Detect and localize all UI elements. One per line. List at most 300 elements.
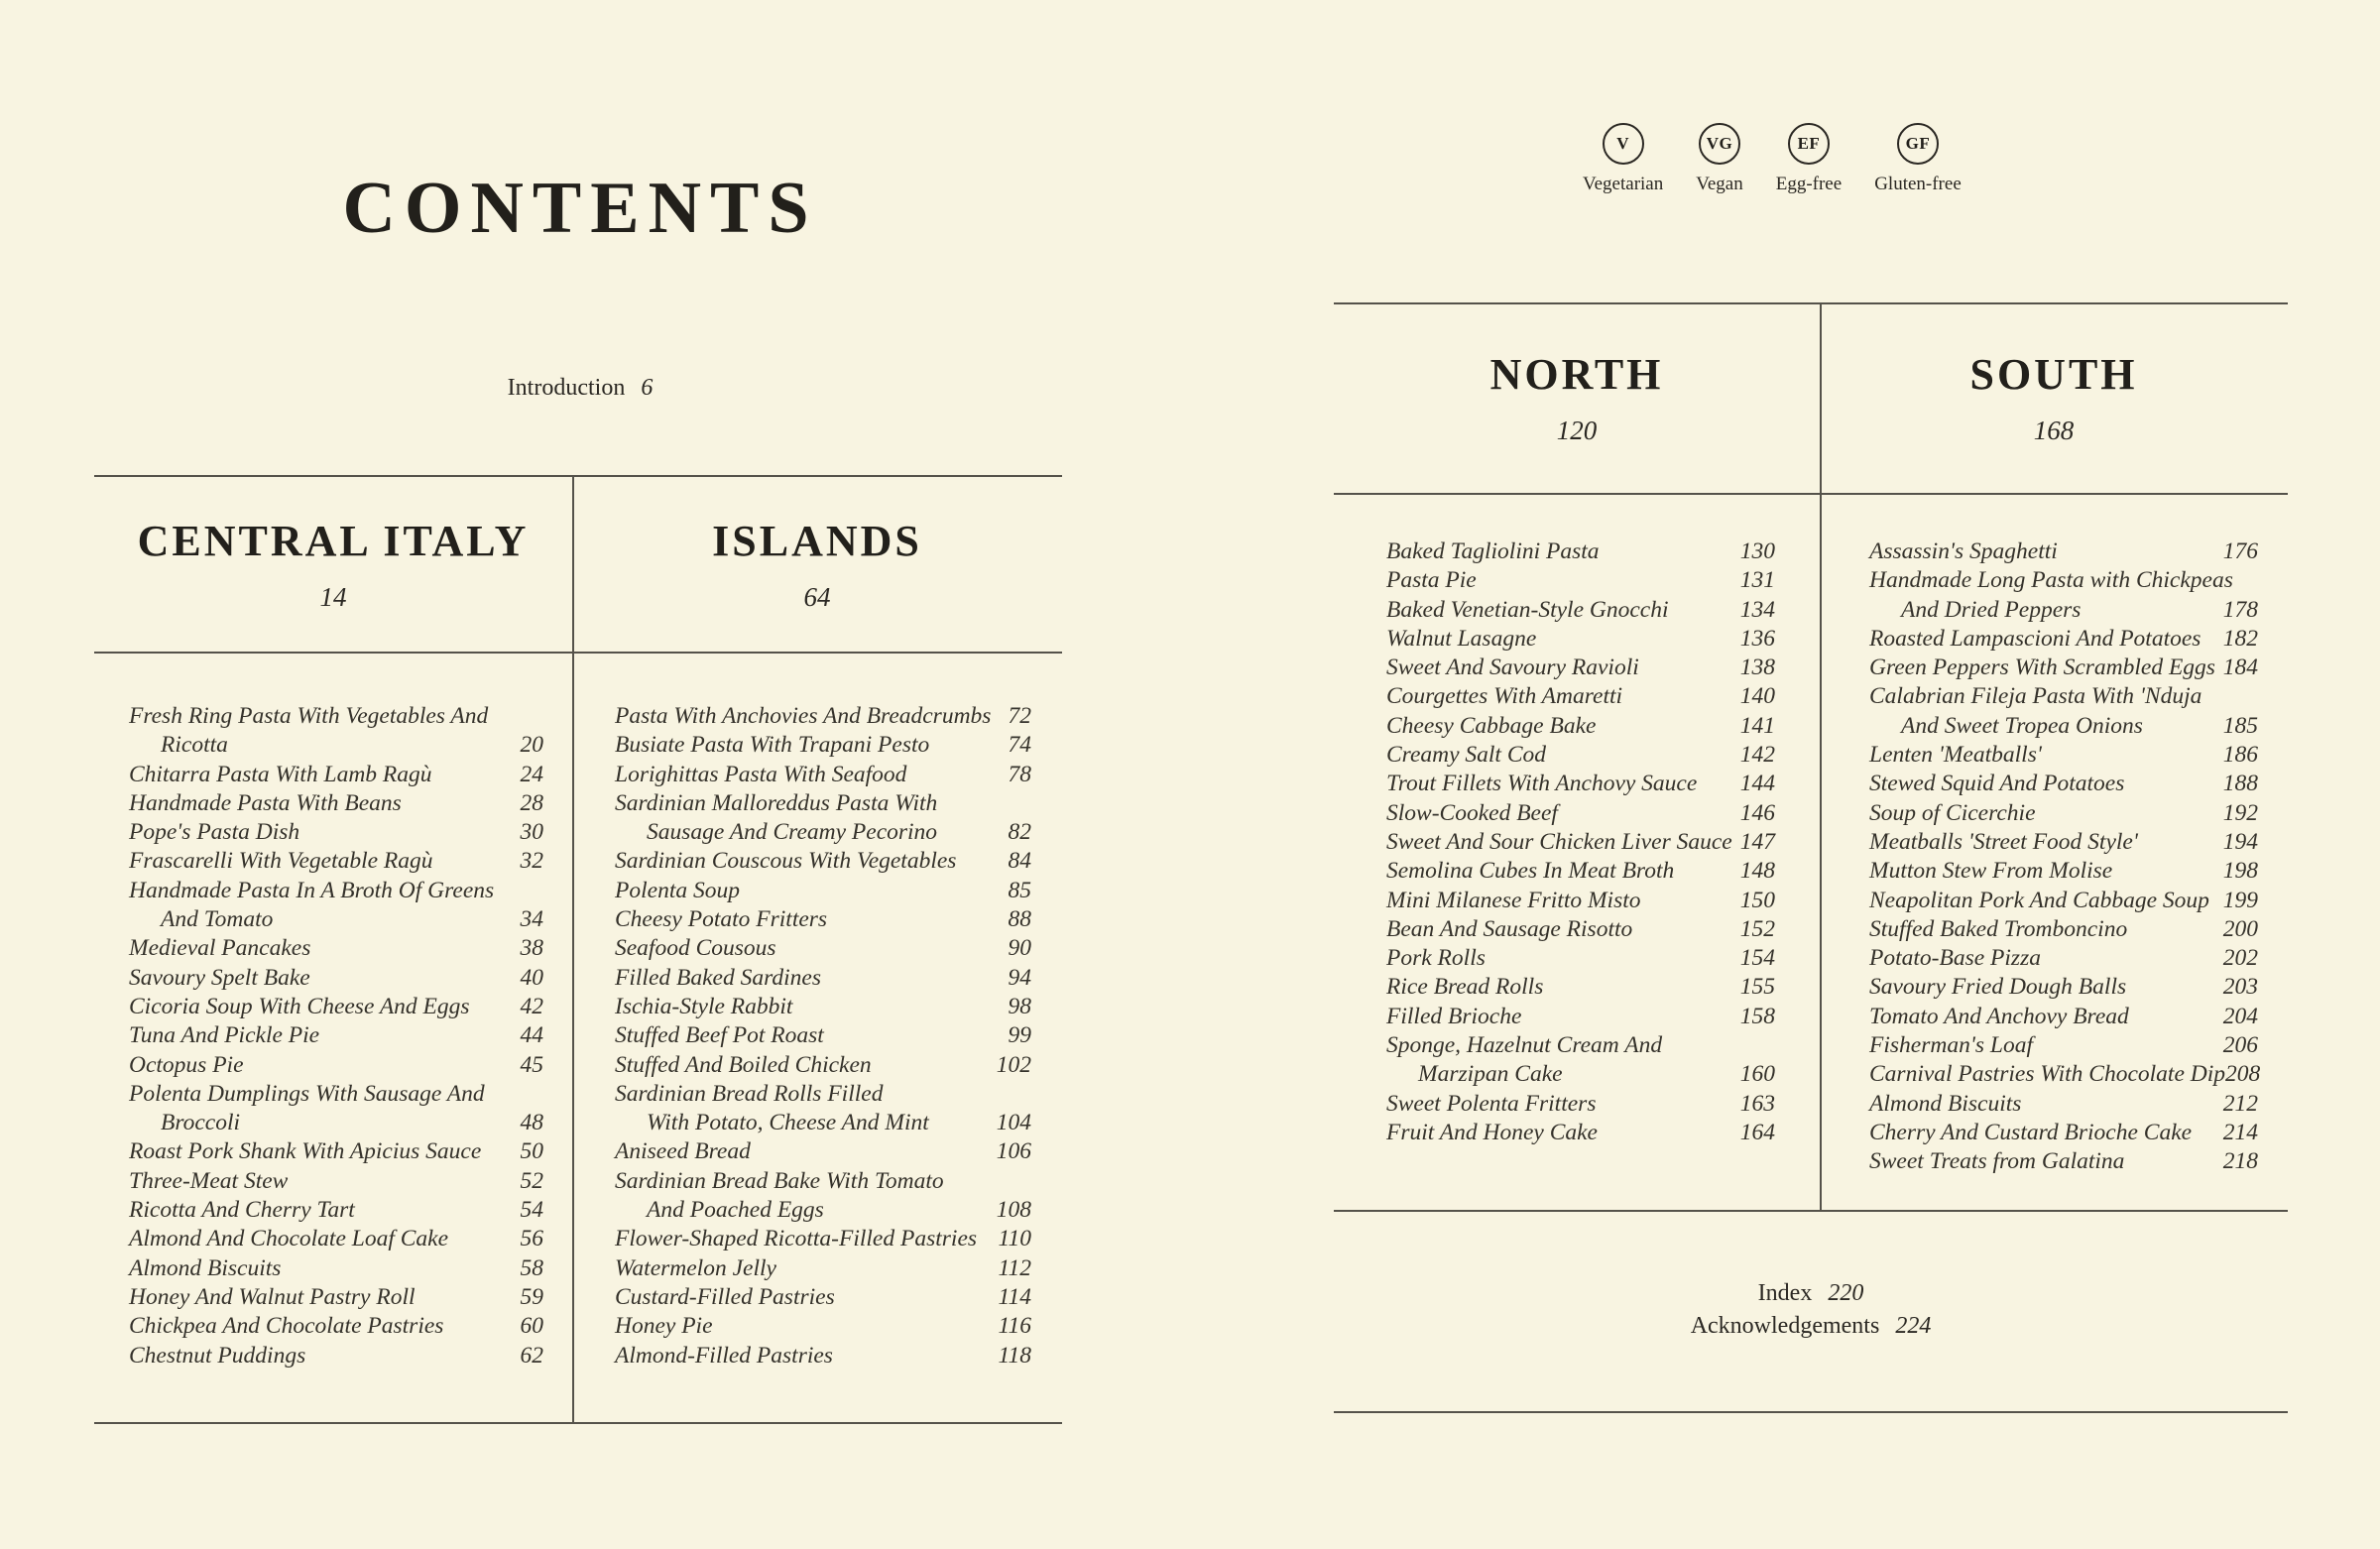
toc-item-title: Sweet Polenta Fritters — [1386, 1090, 1597, 1117]
toc-list-central-italy — [129, 702, 543, 1370]
toc-item — [1869, 1003, 2258, 1031]
toc-item — [1869, 625, 2258, 654]
toc-item-title: Seafood Cousous — [615, 935, 776, 962]
toc-item-title: Frascarelli With Vegetable Ragù — [129, 848, 433, 875]
toc-item — [615, 964, 1031, 993]
toc-item — [129, 877, 543, 905]
legend-label: Gluten-free — [1874, 174, 1962, 194]
toc-item-page-number: 30 — [520, 819, 543, 846]
toc-item — [615, 731, 1031, 760]
legend-label: Vegetarian — [1583, 174, 1664, 194]
toc-item-page-number: 158 — [1739, 1003, 1775, 1029]
toc-item-page-number: 62 — [520, 1342, 543, 1369]
toc-item-title: Creamy Salt Cod — [1386, 742, 1547, 769]
toc-item-page-number: 44 — [520, 1022, 543, 1049]
toc-item — [1386, 712, 1775, 741]
toc-item — [129, 789, 543, 818]
toc-item — [1869, 1147, 2258, 1176]
introduction-label: Introduction — [507, 375, 626, 401]
toc-item-page-number: 206 — [2222, 1032, 2258, 1059]
section-title-north: NORTH — [1489, 350, 1664, 399]
toc-item-title: Lorighittas Pasta With Seafood — [615, 761, 907, 787]
toc-item — [1869, 828, 2258, 857]
toc-item-title: Marzipan Cake — [1418, 1061, 1563, 1088]
toc-item — [129, 818, 543, 847]
toc-item-page-number: 42 — [520, 993, 543, 1019]
toc-item-title: Medieval Pancakes — [129, 935, 311, 962]
toc-item-title: Trout Fillets With Anchovy Sauce — [1386, 771, 1698, 797]
right-table-bottom-rule — [1334, 1411, 2288, 1413]
toc-item-title: Meatballs 'Street Food Style' — [1869, 828, 2138, 855]
toc-item-title: Flower-Shaped Ricotta-Filled Pastries — [615, 1226, 978, 1252]
toc-item — [1386, 1119, 1775, 1147]
introduction-entry — [0, 375, 1160, 402]
toc-item-page-number: 186 — [2222, 742, 2258, 769]
toc-item-page-number: 140 — [1739, 683, 1775, 710]
toc-item-title: Filled Brioche — [1386, 1003, 1522, 1029]
toc-item — [1386, 596, 1775, 625]
toc-item-title: With Potato, Cheese And Mint — [647, 1110, 929, 1136]
toc-item — [1869, 682, 2258, 711]
toc-item-title: Roast Pork Shank With Apicius Sauce — [129, 1138, 482, 1165]
toc-item-title: Assassin's Spaghetti — [1869, 538, 2058, 564]
toc-item — [615, 1021, 1031, 1050]
toc-item — [1869, 654, 2258, 682]
toc-item — [1869, 770, 2258, 798]
toc-item-page-number: 142 — [1739, 742, 1775, 769]
toc-item-title: Almond-Filled Pastries — [615, 1342, 833, 1369]
toc-item-page-number: 114 — [998, 1283, 1031, 1310]
toc-item-page-number: 32 — [520, 848, 543, 875]
toc-item — [615, 1283, 1031, 1312]
toc-item — [1386, 566, 1775, 595]
legend-label: Egg-free — [1775, 174, 1843, 194]
toc-item — [1869, 537, 2258, 566]
legend-item-egg-free — [1776, 123, 1842, 195]
toc-item — [1869, 857, 2258, 886]
toc-item-title: Handmade Long Pasta with Chickpeas — [1869, 567, 2233, 594]
toc-item-title: Ischia-Style Rabbit — [615, 993, 793, 1019]
toc-item — [1869, 712, 2258, 741]
toc-item-title: Roasted Lampascioni And Potatoes — [1869, 625, 2202, 652]
toc-item-title: Stewed Squid And Potatoes — [1869, 771, 2125, 797]
toc-item-title: Mini Milanese Fritto Misto — [1386, 887, 1641, 913]
gf-badge-icon: GF — [1897, 123, 1939, 165]
toc-item-title: Sweet And Sour Chicken Liver Sauce — [1386, 828, 1732, 855]
toc-item-title: And Dried Peppers — [1901, 596, 2082, 623]
toc-item-page-number: 154 — [1739, 945, 1775, 972]
toc-item-title: Lenten 'Meatballs' — [1869, 742, 2042, 769]
toc-item-page-number: 82 — [1008, 819, 1031, 846]
toc-item-page-number: 99 — [1008, 1022, 1031, 1049]
toc-item — [1386, 1031, 1775, 1060]
toc-item — [1869, 1031, 2258, 1060]
toc-item — [1869, 973, 2258, 1002]
toc-item — [1386, 654, 1775, 682]
toc-item — [1869, 944, 2258, 973]
toc-item-page-number: 112 — [998, 1254, 1031, 1281]
toc-item — [615, 789, 1031, 818]
page-title: CONTENTS — [342, 168, 818, 249]
toc-item-title: Pasta With Anchovies And Breadcrumbs — [615, 703, 992, 729]
toc-item-page-number: 200 — [2222, 915, 2258, 942]
toc-item-page-number: 88 — [1008, 906, 1031, 933]
toc-item — [1869, 596, 2258, 625]
acknowledgements-page-number: 224 — [1895, 1313, 1932, 1339]
toc-item-page-number: 85 — [1008, 877, 1031, 903]
toc-item-page-number: 141 — [1739, 712, 1775, 739]
toc-item-page-number: 116 — [998, 1313, 1031, 1340]
toc-item-title: Fresh Ring Pasta With Vegetables And — [129, 703, 489, 729]
toc-item — [1386, 944, 1775, 973]
toc-item-page-number: 148 — [1739, 858, 1775, 885]
toc-item — [129, 1312, 543, 1341]
section-start-page-north: 120 — [1556, 416, 1598, 445]
toc-item — [615, 993, 1031, 1021]
toc-item-page-number: 203 — [2222, 974, 2258, 1001]
toc-item-page-number: 214 — [2222, 1119, 2258, 1145]
toc-item — [615, 1342, 1031, 1370]
toc-item-page-number: 185 — [2222, 712, 2258, 739]
toc-item-page-number: 40 — [520, 964, 543, 991]
toc-item-page-number: 48 — [520, 1110, 543, 1136]
toc-item-page-number: 198 — [2222, 858, 2258, 885]
toc-item-title: Honey Pie — [615, 1313, 713, 1340]
toc-item-title: Carnival Pastries With Chocolate Dip — [1869, 1061, 2226, 1088]
toc-item — [615, 905, 1031, 934]
toc-item-title: Custard-Filled Pastries — [615, 1283, 835, 1310]
section-title-central-italy: CENTRAL ITALY — [137, 517, 530, 565]
toc-item — [129, 1254, 543, 1283]
toc-item-title: Cicoria Soup With Cheese And Eggs — [129, 993, 470, 1019]
toc-item-title: Sardinian Bread Bake With Tomato — [615, 1167, 944, 1194]
acknowledgements-label: Acknowledgements — [1690, 1313, 1880, 1339]
toc-item-title: And Poached Eggs — [647, 1197, 824, 1224]
toc-item — [129, 847, 543, 876]
toc-item — [129, 731, 543, 760]
toc-item-page-number: 98 — [1008, 993, 1031, 1019]
left-table-header-rule — [94, 652, 1062, 654]
toc-item — [129, 1080, 543, 1109]
toc-item — [1386, 625, 1775, 654]
toc-item — [1386, 887, 1775, 915]
section-title-islands: ISLANDS — [712, 517, 922, 565]
toc-item-page-number: 38 — [520, 935, 543, 962]
toc-item — [1869, 741, 2258, 770]
section-start-page-central-italy: 14 — [319, 582, 347, 612]
toc-item-page-number: 146 — [1739, 799, 1775, 826]
toc-item-title: Sweet And Savoury Ravioli — [1386, 655, 1639, 681]
v-badge-icon: V — [1603, 123, 1644, 165]
index-entry — [1334, 1277, 2288, 1310]
toc-item-page-number: 59 — [520, 1283, 543, 1310]
toc-item-title: Sardinian Bread Rolls Filled — [615, 1080, 884, 1107]
toc-item-page-number: 136 — [1739, 625, 1775, 652]
legend-label: Vegan — [1696, 174, 1743, 194]
toc-item-title: Cherry And Custard Brioche Cake — [1869, 1119, 2193, 1145]
toc-item — [129, 1167, 543, 1196]
toc-item — [615, 1051, 1031, 1080]
toc-item-page-number: 131 — [1739, 567, 1775, 594]
section-header-south — [1820, 304, 2288, 491]
toc-item-page-number: 182 — [2222, 625, 2258, 652]
toc-item-page-number: 58 — [520, 1254, 543, 1281]
toc-item-title: Watermelon Jelly — [615, 1254, 776, 1281]
toc-item — [129, 761, 543, 789]
toc-list-islands — [615, 702, 1031, 1370]
toc-item-title: Polenta Dumplings With Sausage And — [129, 1080, 485, 1107]
toc-item — [1869, 887, 2258, 915]
toc-item-title: Calabrian Fileja Pasta With 'Nduja — [1869, 683, 2202, 710]
toc-item-page-number: 72 — [1008, 703, 1031, 729]
toc-item-title: Cheesy Potato Fritters — [615, 906, 828, 933]
toc-item-page-number: 78 — [1008, 761, 1031, 787]
toc-item-page-number: 102 — [996, 1051, 1031, 1078]
toc-item-page-number: 155 — [1739, 974, 1775, 1001]
toc-item-title: Aniseed Bread — [615, 1138, 751, 1165]
toc-item-page-number: 152 — [1739, 915, 1775, 942]
toc-item-page-number: 194 — [2222, 828, 2258, 855]
toc-item — [1386, 799, 1775, 828]
ef-badge-icon: EF — [1788, 123, 1830, 165]
toc-list-south — [1869, 537, 2261, 1177]
right-table-header-rule — [1334, 493, 2288, 495]
toc-item-page-number: 60 — [520, 1313, 543, 1340]
toc-item-title: Fruit And Honey Cake — [1386, 1119, 1598, 1145]
toc-item-page-number: 20 — [520, 732, 543, 759]
toc-item — [615, 1196, 1031, 1225]
toc-item-title: Baked Tagliolini Pasta — [1386, 538, 1600, 564]
toc-item-page-number: 74 — [1008, 732, 1031, 759]
toc-item — [1386, 973, 1775, 1002]
toc-item-title: And Tomato — [161, 906, 274, 933]
toc-item-page-number: 138 — [1739, 655, 1775, 681]
right-table-list-bottom-rule — [1334, 1210, 2288, 1212]
toc-item-page-number: 164 — [1739, 1119, 1775, 1145]
toc-item-page-number: 50 — [520, 1138, 543, 1165]
toc-item-page-number: 110 — [998, 1226, 1031, 1252]
introduction-page-number: 6 — [641, 375, 654, 401]
section-title-south: SOUTH — [1969, 350, 2138, 399]
toc-item-page-number: 130 — [1739, 538, 1775, 564]
toc-item — [1869, 1090, 2258, 1119]
toc-item — [129, 993, 543, 1021]
toc-item-title: Soup of Cicerchie — [1869, 799, 2036, 826]
toc-item-title: Cheesy Cabbage Bake — [1386, 712, 1597, 739]
toc-item — [1386, 1060, 1775, 1089]
toc-item-title: Stuffed Baked Tromboncino — [1869, 915, 2128, 942]
toc-item-page-number: 208 — [2225, 1061, 2261, 1088]
toc-item-title: Fisherman's Loaf — [1869, 1032, 2033, 1059]
toc-item-page-number: 184 — [2222, 655, 2258, 681]
toc-list-north — [1386, 537, 1775, 1147]
toc-item — [129, 1109, 543, 1137]
toc-item — [615, 877, 1031, 905]
toc-item — [615, 1254, 1031, 1283]
toc-item-page-number: 147 — [1739, 828, 1775, 855]
toc-item-page-number: 199 — [2222, 887, 2258, 913]
section-header-central-italy — [94, 477, 572, 652]
legend-item-gluten-free — [1874, 123, 1962, 195]
toc-item — [1869, 915, 2258, 944]
toc-item-title: Pasta Pie — [1386, 567, 1477, 594]
toc-item-page-number: 56 — [520, 1226, 543, 1252]
toc-item — [615, 761, 1031, 789]
toc-item-title: Sweet Treats from Galatina — [1869, 1148, 2125, 1175]
toc-item-title: Pope's Pasta Dish — [129, 819, 300, 846]
toc-item — [1386, 537, 1775, 566]
toc-item-title: Almond Biscuits — [1869, 1090, 2022, 1117]
toc-item-title: Courgettes With Amaretti — [1386, 683, 1623, 710]
toc-item-page-number: 134 — [1739, 596, 1775, 623]
index-page-number: 220 — [1828, 1280, 1864, 1306]
toc-item — [129, 934, 543, 963]
toc-item-title: Ricotta — [161, 732, 228, 759]
toc-item — [129, 1137, 543, 1166]
toc-item — [615, 1109, 1031, 1137]
toc-item-title: Green Peppers With Scrambled Eggs — [1869, 655, 2215, 681]
toc-item-page-number: 34 — [520, 906, 543, 933]
toc-item-title: Rice Bread Rolls — [1386, 974, 1544, 1001]
toc-item-page-number: 192 — [2222, 799, 2258, 826]
toc-item — [129, 1051, 543, 1080]
toc-item-page-number: 218 — [2222, 1148, 2258, 1175]
toc-item-title: Filled Baked Sardines — [615, 964, 821, 991]
toc-item — [1386, 682, 1775, 711]
toc-item-page-number: 28 — [520, 789, 543, 816]
toc-item — [129, 964, 543, 993]
toc-item-title: Savoury Fried Dough Balls — [1869, 974, 2127, 1001]
toc-item-page-number: 204 — [2222, 1003, 2258, 1029]
toc-item — [615, 1137, 1031, 1166]
toc-item-page-number: 94 — [1008, 964, 1031, 991]
toc-item-page-number: 144 — [1739, 771, 1775, 797]
toc-item-title: Sardinian Couscous With Vegetables — [615, 848, 957, 875]
toc-item-page-number: 52 — [520, 1167, 543, 1194]
toc-item-title: And Sweet Tropea Onions — [1901, 712, 2143, 739]
toc-item-page-number: 84 — [1008, 848, 1031, 875]
toc-item-page-number: 176 — [2222, 538, 2258, 564]
toc-item-page-number: 150 — [1739, 887, 1775, 913]
toc-item — [615, 1312, 1031, 1341]
section-start-page-islands: 64 — [803, 582, 831, 612]
toc-item-page-number: 108 — [996, 1197, 1031, 1224]
vg-badge-icon: VG — [1699, 123, 1740, 165]
toc-item — [1869, 799, 2258, 828]
toc-item-title: Stuffed Beef Pot Roast — [615, 1022, 824, 1049]
toc-item-page-number: 118 — [998, 1342, 1031, 1369]
toc-item — [1869, 1060, 2261, 1089]
toc-item-title: Almond Biscuits — [129, 1254, 282, 1281]
toc-item-title: Mutton Stew From Molise — [1869, 858, 2113, 885]
legend-item-vegan — [1696, 123, 1742, 195]
toc-item-title: Stuffed And Boiled Chicken — [615, 1051, 872, 1078]
toc-item-title: Potato-Base Pizza — [1869, 945, 2041, 972]
toc-item — [615, 702, 1031, 731]
toc-item-title: Chestnut Puddings — [129, 1342, 306, 1369]
acknowledgements-entry — [1334, 1310, 2288, 1343]
toc-item — [1386, 770, 1775, 798]
section-start-page-south: 168 — [2033, 416, 2075, 445]
toc-item-title: Chickpea And Chocolate Pastries — [129, 1313, 444, 1340]
toc-item — [1386, 741, 1775, 770]
legend-item-vegetarian — [1583, 123, 1663, 195]
toc-item-title: Savoury Spelt Bake — [129, 964, 310, 991]
toc-item-title: Sausage And Creamy Pecorino — [647, 819, 938, 846]
dietary-legend — [1583, 123, 1962, 195]
toc-item-title: Walnut Lasagne — [1386, 625, 1537, 652]
toc-item-title: Slow-Cooked Beef — [1386, 799, 1558, 826]
toc-item — [129, 1342, 543, 1370]
toc-item-title: Tuna And Pickle Pie — [129, 1022, 320, 1049]
toc-item-page-number: 104 — [996, 1110, 1031, 1136]
toc-item-page-number: 202 — [2222, 945, 2258, 972]
toc-item-title: Handmade Pasta In A Broth Of Greens — [129, 877, 495, 903]
toc-item — [615, 818, 1031, 847]
toc-item-title: Sponge, Hazelnut Cream And — [1386, 1032, 1663, 1059]
toc-item-title: Pork Rolls — [1386, 945, 1486, 972]
toc-item — [129, 905, 543, 934]
toc-item — [129, 1283, 543, 1312]
section-header-islands — [572, 477, 1062, 652]
toc-item — [615, 847, 1031, 876]
toc-item — [1386, 857, 1775, 886]
toc-item — [129, 702, 543, 731]
toc-item-title: Ricotta And Cherry Tart — [129, 1197, 355, 1224]
toc-item — [615, 1167, 1031, 1196]
toc-item-title: Polenta Soup — [615, 877, 740, 903]
toc-item-title: Baked Venetian-Style Gnocchi — [1386, 596, 1669, 623]
toc-item-page-number: 90 — [1008, 935, 1031, 962]
index-label: Index — [1757, 1280, 1813, 1306]
toc-item-title: Almond And Chocolate Loaf Cake — [129, 1226, 449, 1252]
toc-item-title: Octopus Pie — [129, 1051, 244, 1078]
back-matter — [1334, 1277, 2288, 1343]
toc-item-title: Semolina Cubes In Meat Broth — [1386, 858, 1675, 885]
toc-item — [1386, 828, 1775, 857]
toc-item-title: Neapolitan Pork And Cabbage Soup — [1869, 887, 2209, 913]
toc-item-page-number: 106 — [996, 1138, 1031, 1165]
toc-item-title: Bean And Sausage Risotto — [1386, 915, 1633, 942]
toc-item-title: Tomato And Anchovy Bread — [1869, 1003, 2129, 1029]
toc-item — [615, 1225, 1031, 1253]
left-table-bottom-rule — [94, 1422, 1062, 1424]
toc-item — [615, 1080, 1031, 1109]
toc-item — [615, 934, 1031, 963]
toc-item — [1869, 566, 2258, 595]
toc-item-page-number: 188 — [2222, 771, 2258, 797]
toc-item-title: Three-Meat Stew — [129, 1167, 289, 1194]
toc-item — [1869, 1119, 2258, 1147]
toc-item-title: Handmade Pasta With Beans — [129, 789, 402, 816]
toc-item-page-number: 163 — [1739, 1090, 1775, 1117]
toc-item — [129, 1225, 543, 1253]
toc-item-page-number: 45 — [520, 1051, 543, 1078]
toc-item-title: Sardinian Malloreddus Pasta With — [615, 789, 938, 816]
toc-item-title: Busiate Pasta With Trapani Pesto — [615, 732, 930, 759]
toc-item-title: Chitarra Pasta With Lamb Ragù — [129, 761, 432, 787]
toc-item-title: Honey And Walnut Pastry Roll — [129, 1283, 416, 1310]
toc-item — [1386, 1090, 1775, 1119]
toc-item-page-number: 178 — [2222, 596, 2258, 623]
toc-item-page-number: 212 — [2222, 1090, 2258, 1117]
toc-item-title: Broccoli — [161, 1110, 241, 1136]
toc-item — [129, 1196, 543, 1225]
section-header-north — [1334, 304, 1820, 491]
toc-item-page-number: 54 — [520, 1197, 543, 1224]
toc-item — [1386, 1003, 1775, 1031]
toc-item — [129, 1021, 543, 1050]
